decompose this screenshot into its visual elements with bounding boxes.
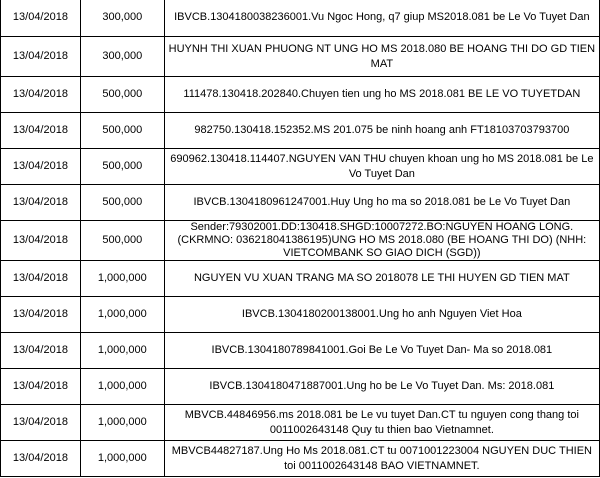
table-row xyxy=(1,77,600,113)
date-cell: 13/04/2018 xyxy=(1,221,81,261)
description-cell: Sender:79302001.DD:130418.SHGD:10007272.BO:NGUYEN HOANG LONG.(CKRMNO: 036218041386195)UNG HO MS 2018.080 (BE HOANG THI DO) (NHH: VIETCOMBANK SO GIAO DICH (SGD)) xyxy=(164,221,599,261)
date-cell: 13/04/2018 xyxy=(1,297,81,333)
description-cell: IBVCB.1304180038236001.Vu Ngoc Hong, q7 giup MS2018.081 be Le Vo Tuyet Dan xyxy=(164,0,599,37)
date-cell: 13/04/2018 xyxy=(1,185,81,221)
description-cell: IBVCB.1304180471887001.Ung ho be Le Vo Tuyet Dan. Ms: 2018.081 xyxy=(164,369,599,405)
amount-cell: 1,000,000 xyxy=(80,369,164,405)
table-row xyxy=(1,0,600,37)
donation-table-body xyxy=(1,0,600,477)
description-cell: 111478.130418.202840.Chuyen tien ung ho MS 2018.081 BE LE VO TUYETDAN xyxy=(164,77,599,113)
table-row xyxy=(1,333,600,369)
amount-cell: 500,000 xyxy=(80,77,164,113)
date-cell: 13/04/2018 xyxy=(1,37,81,77)
amount-cell: 1,000,000 xyxy=(80,297,164,333)
description-cell: IBVCB.1304180789841001.Goi Be Le Vo Tuyet Dan- Ma so 2018.081 xyxy=(164,333,599,369)
table-row xyxy=(1,441,600,477)
date-cell: 13/04/2018 xyxy=(1,369,81,405)
table-row xyxy=(1,297,600,333)
table-row xyxy=(1,37,600,77)
amount-cell: 1,000,000 xyxy=(80,261,164,297)
date-cell: 13/04/2018 xyxy=(1,261,81,297)
description-cell: IBVCB.1304180961247001.Huy Ung ho ma so 2018.081 be Le Vo Tuyet Dan xyxy=(164,185,599,221)
description-cell: MBVCB.44846956.ms 2018.081 be Le vu tuyet Dan.CT tu nguyen cong thang toi 0011002643148 Quy tu thien bao Vietnamnet. xyxy=(164,405,599,441)
table-row xyxy=(1,149,600,185)
date-cell: 13/04/2018 xyxy=(1,0,81,37)
table-row xyxy=(1,369,600,405)
date-cell: 13/04/2018 xyxy=(1,149,81,185)
date-cell: 13/04/2018 xyxy=(1,441,81,477)
amount-cell: 1,000,000 xyxy=(80,441,164,477)
amount-cell: 1,000,000 xyxy=(80,405,164,441)
amount-cell: 300,000 xyxy=(80,37,164,77)
date-cell: 13/04/2018 xyxy=(1,77,81,113)
date-cell: 13/04/2018 xyxy=(1,405,81,441)
date-cell: 13/04/2018 xyxy=(1,333,81,369)
table-row xyxy=(1,185,600,221)
table-row xyxy=(1,261,600,297)
amount-cell: 500,000 xyxy=(80,113,164,149)
amount-cell: 300,000 xyxy=(80,0,164,37)
table-row xyxy=(1,221,600,261)
amount-cell: 500,000 xyxy=(80,221,164,261)
description-cell: MBVCB44827187.Ung Ho Ms 2018.081.CT tu 0071001223004 NGUYEN DUC THIEN toi 0011002643148 BAO VIETNAMNET. xyxy=(164,441,599,477)
table-row xyxy=(1,405,600,441)
description-cell: HUYNH THI XUAN PHUONG NT UNG HO MS 2018.080 BE HOANG THI DO GD TIEN MAT xyxy=(164,37,599,77)
description-cell: IBVCB.1304180200138001.Ung ho anh Nguyen Viet Hoa xyxy=(164,297,599,333)
amount-cell: 500,000 xyxy=(80,185,164,221)
description-cell: 690962.130418.114407.NGUYEN VAN THU chuyen khoan ung ho MS 2018.081 be Le Vo Tuyet Dan xyxy=(164,149,599,185)
description-cell: 982750.130418.152352.MS 201.075 be ninh hoang anh FT18103703793700 xyxy=(164,113,599,149)
description-cell: NGUYEN VU XUAN TRANG MA SO 2018078 LE THI HUYEN GD TIEN MAT xyxy=(164,261,599,297)
amount-cell: 1,000,000 xyxy=(80,333,164,369)
table-row xyxy=(1,113,600,149)
amount-cell: 500,000 xyxy=(80,149,164,185)
date-cell: 13/04/2018 xyxy=(1,113,81,149)
